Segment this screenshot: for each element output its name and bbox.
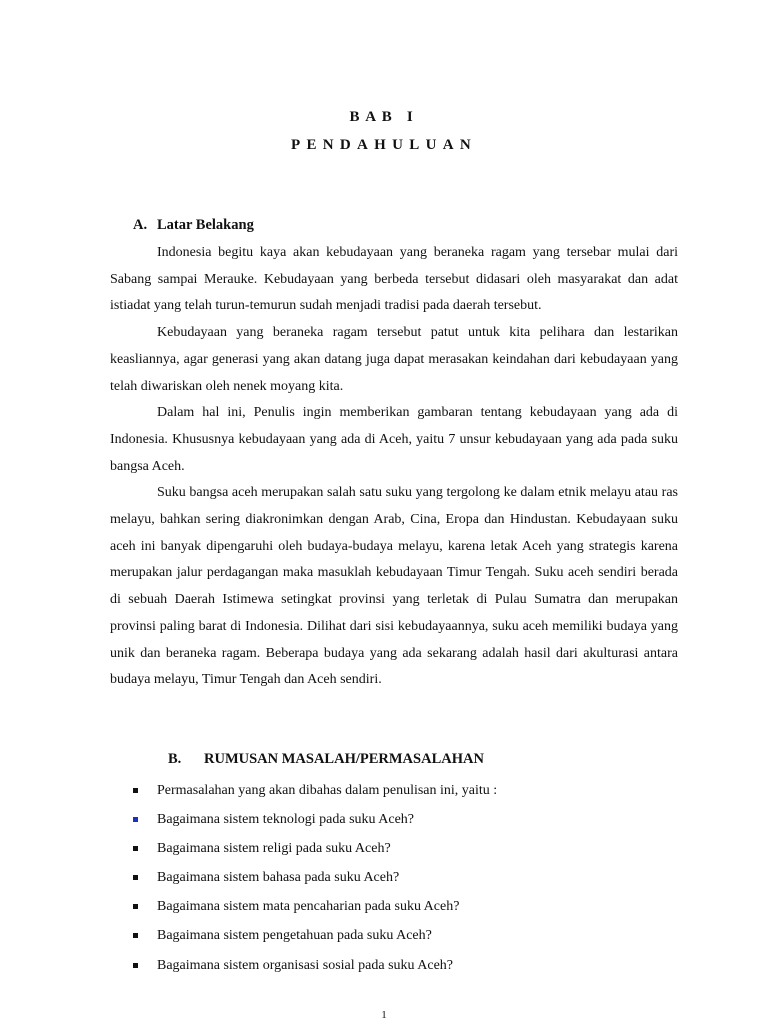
- bullet-square-icon: [133, 846, 138, 851]
- section-a-heading: [133, 217, 254, 234]
- list-item: [133, 776, 497, 805]
- section-a-title: Latar Belakang: [157, 217, 254, 233]
- bullet-square-icon: [133, 875, 138, 880]
- section-b-marker: B.: [168, 751, 182, 767]
- section-a-marker: A.: [133, 217, 148, 233]
- paragraph: Indonesia begitu kaya akan kebudayaan yang beraneka ragam yang tersebar mulai dari Sabang sampai Merauke. Kebudayaan yang berbeda tersebut didasari oleh masyarakat dan adat istiadat yang telah turun-temurun sudah menjadi tradisi pada daerah tersebut.: [110, 245, 678, 314]
- chapter-title: PENDAHULUAN: [291, 137, 477, 153]
- paragraph: Kebudayaan yang beraneka ragam tersebut patut untuk kita pelihara dan lestarikan keasliannya, agar generasi yang akan datang juga dapat merasakan keindahan dari kebudayaan yang telah diwariskan oleh nenek moyang kita.: [110, 325, 678, 394]
- list-item: [133, 951, 497, 980]
- section-b-title: RUMUSAN MASALAH/PERMASALAHAN: [204, 751, 484, 767]
- chapter-number: BAB I: [349, 109, 419, 125]
- section-b-heading: [168, 751, 484, 768]
- list-item: [133, 805, 497, 834]
- paragraph: Suku bangsa aceh merupakan salah satu suku yang tergolong ke dalam etnik melayu atau ras melayu, bahkan sering diakronimkan dengan Arab, Cina, Eropa dan Hindustan. Kebudayaan suku aceh ini banyak dipengaruhi oleh budaya-budaya melayu, karena letak Aceh yang strategis karena merupakan jalur perdagangan maka masuklah kebudayaan Timur Tengah. Suku aceh sendiri berada di sebuah Daerah Istimewa setingkat provinsi yang terletak di Pulau Sumatra dan merupakan provinsi paling barat di Indonesia. Dilihat dari sisi kebudayaannya, suku aceh memiliki budaya yang unik dan beraneka ragam. Beberapa budaya yang ada sekarang adalah hasil dari akulturasi antara budaya melayu, Timur Tengah dan Aceh sendiri.: [110, 485, 678, 688]
- list-item: [133, 834, 497, 863]
- list-item-text: Bagaimana sistem mata pencaharian pada suku Aceh?: [157, 899, 460, 915]
- list-item: [133, 863, 497, 892]
- bullet-square-icon: [133, 904, 138, 909]
- bullet-square-icon: [133, 817, 138, 822]
- list-item-text: Bagaimana sistem bahasa pada suku Aceh?: [157, 870, 400, 886]
- list-item-text: Permasalahan yang akan dibahas dalam penulisan ini, yaitu :: [157, 783, 498, 798]
- list-item: [133, 921, 497, 950]
- list-item-text: Bagaimana sistem organisasi sosial pada suku Aceh?: [157, 957, 454, 973]
- list-item: [133, 892, 497, 921]
- bullet-square-icon: [133, 788, 138, 793]
- bullet-square-icon: [133, 963, 138, 968]
- page-number: 1: [381, 1009, 387, 1021]
- paragraph: Dalam hal ini, Penulis ingin memberikan gambaran tentang kebudayaan yang ada di Indonesia. Khususnya kebudayaan yang ada di Aceh, yaitu 7 unsur kebudayaan yang ada pada suku bangsa Aceh.: [110, 405, 678, 474]
- list-item-text: Bagaimana sistem pengetahuan pada suku Aceh?: [157, 928, 432, 944]
- question-list: [133, 776, 497, 980]
- list-item-text: Bagaimana sistem teknologi pada suku Aceh?: [157, 812, 414, 828]
- bullet-square-icon: [133, 933, 138, 938]
- section-a-body: [110, 240, 678, 694]
- list-item-text: Bagaimana sistem religi pada suku Aceh?: [157, 841, 391, 857]
